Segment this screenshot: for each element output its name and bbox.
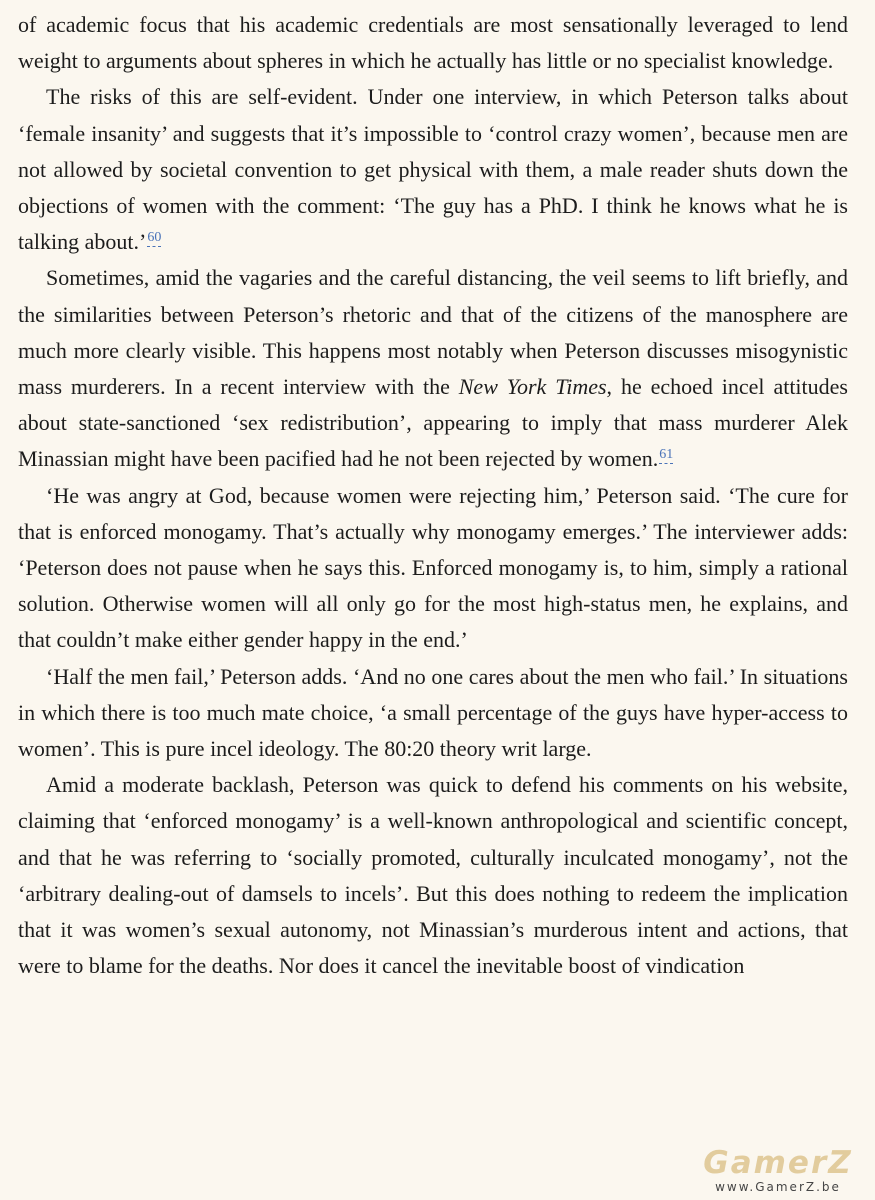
paragraph-2-text: The risks of this are self-evident. Under one interview, in which Peterson talks about ‘female insanity’ and suggests that it’s impossible to ‘control crazy women’, because men are not allowed by societal convention to get physical with them, a male reader shuts down the objections of women with the comment: ‘The guy has a PhD. I think he knows what he is talking about.’ (18, 84, 848, 255)
watermark (693, 1146, 863, 1194)
paragraph-1 (18, 7, 848, 79)
paragraph-1-text: of academic focus that his academic credentials are most sensationally leveraged to lend weight to arguments about spheres in which he actually has little or no specialist knowledge. (18, 12, 848, 74)
paragraph-4-text: ‘He was angry at God, because women were rejecting him,’ Peterson said. ‘The cure for that is enforced monogamy. That’s actually why monogamy emerges.’ The interviewer adds: ‘Peterson does not pause when he says this. Enforced monogamy is, to him, simply a rational solution. Otherwise women will all only go for the most high-status men, he explains, and that couldn’t make either gender happy in the end.’ (18, 482, 848, 653)
paragraph-6-text: Amid a moderate backlash, Peterson was quick to defend his comments on his website, claiming that ‘enforced monogamy’ is a well-known anthropological and scientific concept, and that he was referring to ‘socially promoted, culturally inculcated monogamy’, not the ‘arbitrary dealing-out of damsels to incels’. But this does nothing to redeem the implication that it was women’s sexual autonomy, not Minassian’s murderous intent and actions, that were to blame for the deaths. Nor does it cancel the inevitable boost of vindication (18, 772, 848, 979)
watermark-logo: GamerZ (703, 1145, 853, 1181)
paragraph-5 (18, 659, 848, 768)
paragraph-4 (18, 478, 848, 659)
paragraph-3 (18, 260, 848, 477)
footnote-60-link[interactable]: 60 (147, 229, 162, 245)
paragraph-3-text-after: , he echoed incel attitudes about state-sanctioned ‘sex redistribution’, appearing to imply that mass murderer Alek Minassian might have been pacified had he not been rejected by women. (18, 374, 848, 472)
watermark-url: www.GamerZ.be (715, 1180, 841, 1194)
footnote-61-link[interactable]: 61 (659, 447, 674, 463)
publication-title: New York Times (458, 374, 607, 400)
paragraph-6 (18, 767, 848, 984)
paragraph-5-text: ‘Half the men fail,’ Peterson adds. ‘And no one cares about the men who fail.’ In situations in which there is too much mate choice, ‘a small percentage of the guys have hyper-access to women’. This is pure incel ideology. The 80:20 theory writ large. (18, 663, 848, 762)
paragraph-3-text-before: Sometimes, amid the vagaries and the careful distancing, the veil seems to lift briefly, and the similarities between Peterson’s rhetoric and that of the citizens of the manosphere are much more clearly visible. This happens most notably when Peterson discusses misogynistic mass murderers. In a recent interview with the (18, 265, 848, 400)
paragraph-2 (18, 79, 848, 260)
